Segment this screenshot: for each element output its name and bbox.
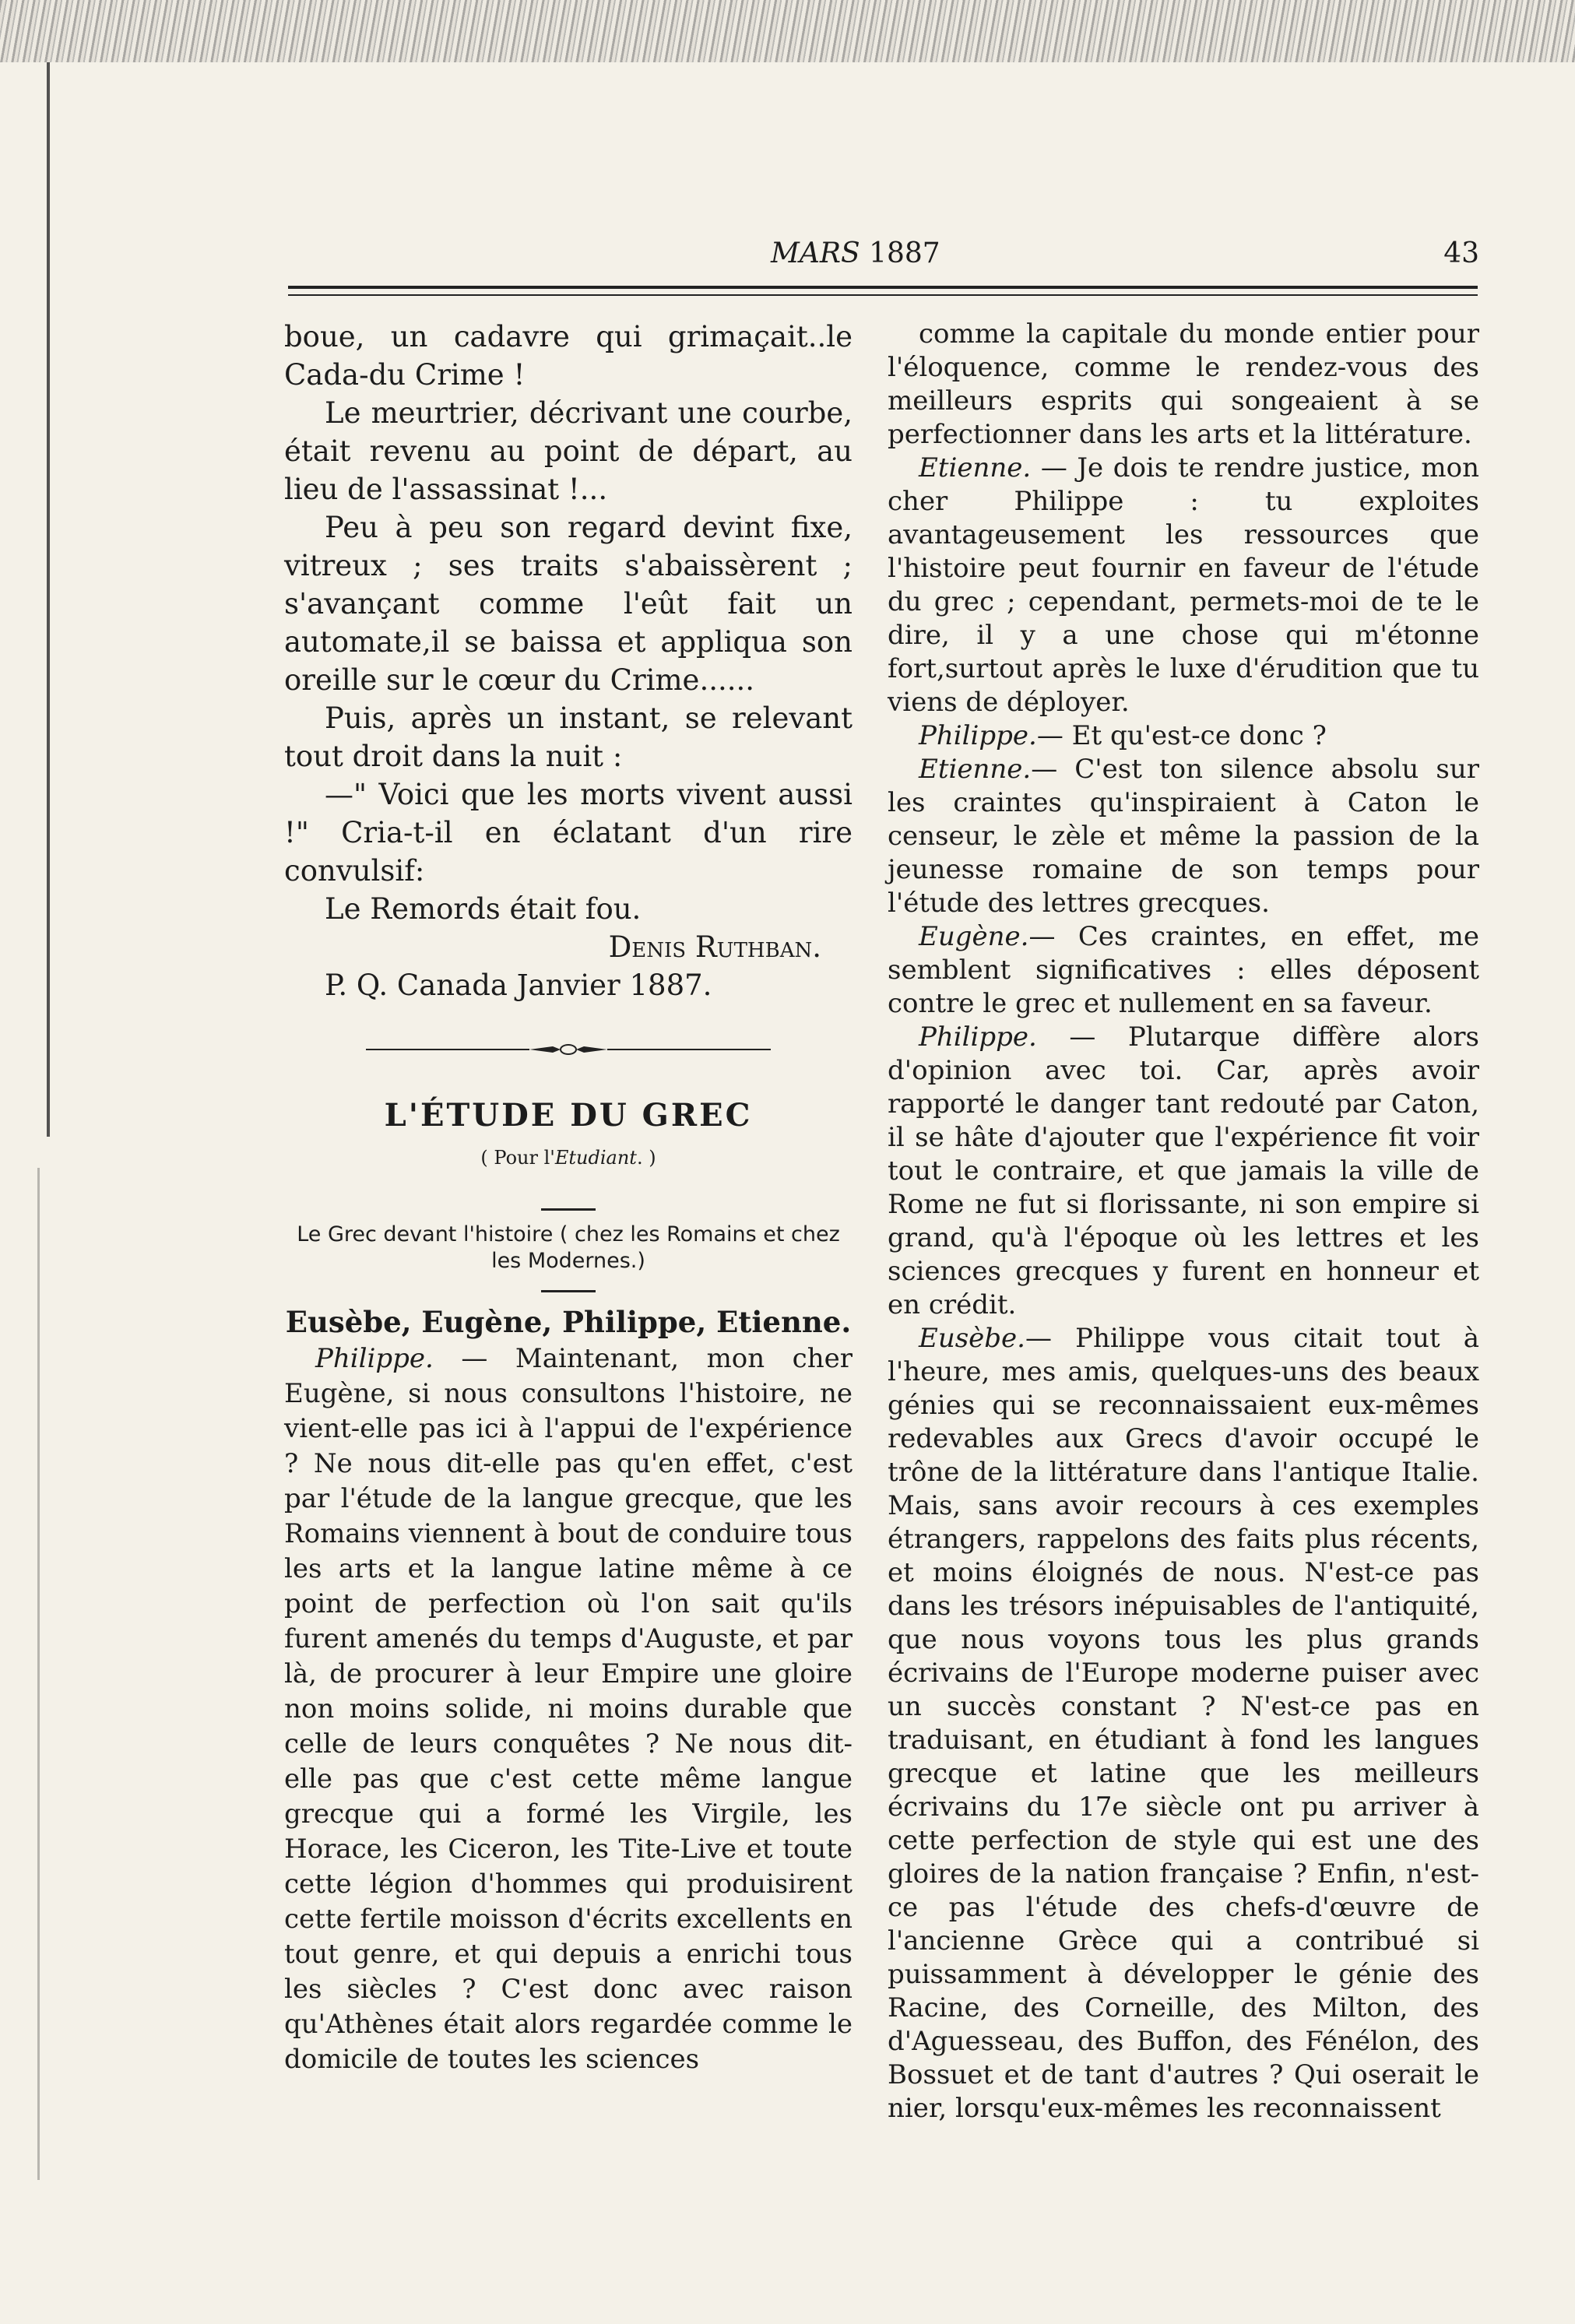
header-rule-thin xyxy=(288,294,1478,296)
dialogue-text: — Plutarque diffère alors d'opinion avec toi. Car, après avoir rapporté le danger tant redouté par Caton, il se hâte d'ajouter que l'expérience fit voir tout le contraire, et que jamais la ville de Rome ne fut si florissante, ni son empire si grand, qu'à l'époque où les lettres et les sciences grecques y furent en honneur et en crédit. xyxy=(888,1021,1479,1320)
speaker-name: Etienne. xyxy=(919,452,1032,483)
section-title: L'ÉTUDE DU GREC xyxy=(384,1097,753,1134)
dialogue-text: — Ces craintes, en effet, me semblent significatives : elles déposent contre le grec et nullement en sa faveur. xyxy=(888,921,1479,1019)
poem-paragraph: Peu à peu son regard devint fixe, vitreux ; ses traits s'abaissèrent ; s'avançant comme l'eût fait un automate,il se baissa et appliqua son oreille sur le cœur du Crime...... xyxy=(284,511,853,697)
poem-paragraph: —" Voici que les morts vivent aussi !" Cria-t-il en éclatant d'un rire convulsif: xyxy=(284,778,853,888)
scan-top-edge xyxy=(0,0,1575,62)
dialogue-paragraph xyxy=(888,920,1479,1021)
section-heading: Le Grec devant l'histoire ( chez les Romains et chez les Modernes.) xyxy=(297,1222,840,1273)
section-subtitle xyxy=(284,1139,853,1177)
right-column xyxy=(888,318,1479,2125)
dialogue-text: — Philippe vous citait tout à l'heure, mes amis, quelques-uns des beaux génies qui se reconnaissaient eux-mêmes redevables aux Grecs d'avoir occupé le trône de la littérature dans l'antique Italie. Mais, sans avoir recours à ces exemples étrangers, rappelons des faits plus récents, et moins éloignés de nous. N'est-ce pas dans les trésors inépuisables de l'antiquité, que nous voyons tous les plus grands écrivains de l'Europe moderne puiser avec un succès constant ? N'est-ce pas en traduisant, en étudiant à fond les langues grecque et latine que les meilleurs écrivains du 17e siècle ont pu arriver à cette perfection de style qui est une des gloires de la nation française ? Enfin, n'est-ce pas l'étude des chefs-d'œuvre de l'ancienne Grèce qui a contribué si puissamment à développer le génie des Racine, des Corneille, des Milton, des d'Aguesseau, des Buffon, des Fénélon, des Bossuet et de tant d'autres ? Qui oserait le nier, lorsqu'eux-mêmes les reconnaissent xyxy=(888,1323,1479,2124)
page-number: 43 xyxy=(1443,237,1479,269)
speaker-name: Philippe. xyxy=(919,720,1037,751)
dialogue-paragraph xyxy=(888,753,1479,920)
poem-paragraph: boue, un cadavre qui grimaçait..le Cada-du Crime ! xyxy=(284,320,853,392)
dialogue-paragraph xyxy=(284,1341,853,2077)
dialogue-text: — Maintenant, mon cher Eugène, si nous consultons l'histoire, ne vient-elle pas ici à l'appui de l'expérience ? Ne nous dit-elle pas qu'en effet, c'est par l'étude de la langue grecque, que les Romains viennent à bout de conduire tous les arts et la langue latine même à ce point de perfection où l'on sait qu'ils furent amenés du temps d'Auguste, et par là, de procurer à leur Empire une gloire non moins solide, ni moins durable que celle de leurs conquêtes ? Ne nous dit-elle pas que c'est cette même langue grecque qui a formé les Virgile, les Horace, les Ciceron, les Tite-Live et toute cette légion d'hommes qui produisirent cette fertile moisson d'écrits excellents en tout genre, et qui depuis a enrichi tous les siècles ? C'est donc avec raison qu'Athènes était alors regardée comme le domicile de toutes les sciences xyxy=(284,1343,853,2075)
header-rule xyxy=(288,286,1478,289)
running-title-month: MARS xyxy=(771,237,860,269)
subtitle-suffix: . ) xyxy=(636,1147,656,1169)
binding-edge-line xyxy=(47,62,50,1137)
short-rule xyxy=(541,1208,596,1211)
dialogue-continuation: comme la capitale du monde entier pour l'éloquence, comme le rendez-vous des meilleurs esprits qui songeaient à se perfectionner dans les arts et la littérature. xyxy=(888,318,1479,450)
dialogue-paragraph xyxy=(888,452,1479,719)
dialogue-text: — C'est ton silence absolu sur les craintes qu'inspiraient à Caton le censeur, le zèle et même la passion de la jeunesse romaine de son temps pour l'étude des lettres grecques. xyxy=(888,754,1479,919)
subtitle-prefix: ( Pour l' xyxy=(480,1147,555,1169)
speaker-name: Eusèbe. xyxy=(919,1323,1025,1354)
speaker-name: Eugène. xyxy=(919,921,1029,952)
running-title xyxy=(771,237,940,269)
speaker-name: Philippe. xyxy=(919,1021,1037,1053)
dialogue-paragraph xyxy=(888,719,1479,753)
dialogue-paragraph xyxy=(888,1322,1479,2125)
subtitle-italic: Etudiant xyxy=(554,1147,637,1169)
place-date: P. Q. Canada Janvier 1887. xyxy=(325,969,712,1002)
speaker-name: Philippe. xyxy=(315,1343,434,1374)
speakers-list: Eusèbe, Eugène, Philippe, Etienne. xyxy=(285,1305,852,1339)
speaker-name: Etienne. xyxy=(919,754,1032,785)
dialogue-text: — Et qu'est-ce donc ? xyxy=(1036,720,1327,751)
binding-edge-line-lower xyxy=(37,1168,40,2180)
short-rule xyxy=(541,1290,596,1292)
dialogue-text: — Je dois te rendre justice, mon cher Philippe : tu exploites avantageusement les ressources que l'histoire peut fournir en faveur de l'étude du grec ; cependant, permets-moi de te le dire, il y a une chose qui m'étonne fort,surtout après le luxe d'érudition que tu viens de déployer. xyxy=(888,452,1479,718)
poem-paragraph: Le meurtrier, décrivant une courbe, était revenu au point de départ, au lieu de l'assassinat !... xyxy=(284,396,853,506)
poem-paragraph: Le Remords était fou. xyxy=(325,892,642,926)
author-signature: Denis Ruthban. xyxy=(608,930,821,964)
left-column xyxy=(284,318,853,2077)
page-header xyxy=(288,237,1479,284)
dialogue-paragraph xyxy=(888,1021,1479,1322)
ornamental-divider xyxy=(284,1034,853,1065)
poem-paragraph: Puis, après un instant, se relevant tout droit dans la nuit : xyxy=(284,701,853,773)
running-title-year: 1887 xyxy=(869,237,940,269)
